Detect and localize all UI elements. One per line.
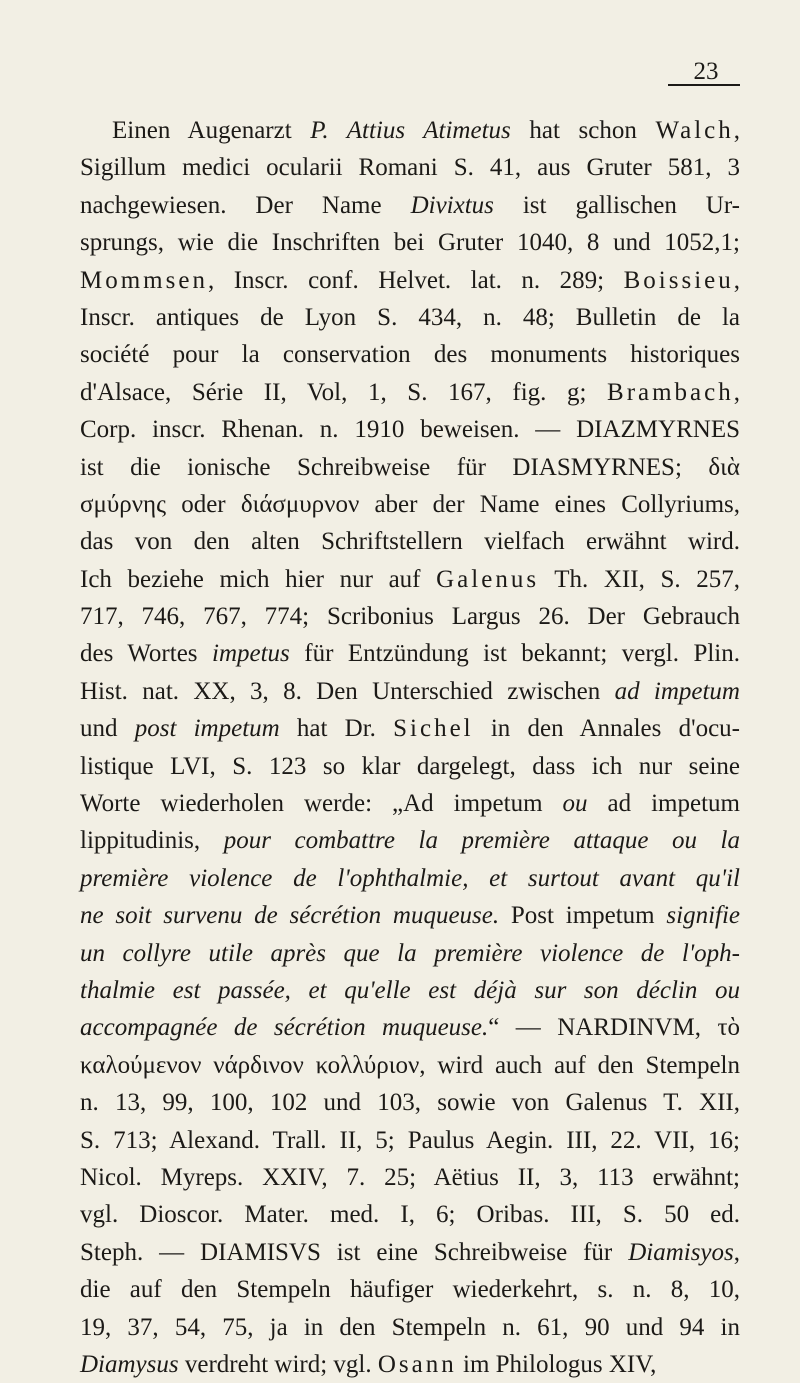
italic-run: Diamisyos [628, 1238, 734, 1266]
text-line [80, 486, 740, 523]
text-run: société pour la conservation des monuments historiques [80, 341, 740, 369]
text-run: ist die ionische Schreibweise für DIASMYRNES; διὰ [80, 453, 740, 481]
text-run: für Entzündung ist bekannt; vergl. Plin. [289, 640, 740, 668]
text-run: S. 713; Alexand. Trall. II, 5; Paulus Aegin. III, 22. VII, 16; [80, 1126, 740, 1154]
text-line [80, 149, 740, 186]
text-run: d'Alsace, Série II, Vol, 1, S. 167, fig. g; [80, 378, 608, 406]
text-run: das von den alten Schriftstellern vielfach erwähnt wird. [80, 528, 740, 556]
text-line [80, 1084, 740, 1121]
text-line [80, 710, 740, 747]
italic-run: pour combattre la première attaque ou la [223, 827, 740, 855]
italic-run: accompagnée de sécrétion muqueuse. [80, 1014, 489, 1042]
text-run: 717, 746, 767, 774; Scribonius Largus 26. Der Gebrauch [80, 603, 740, 631]
text-line [80, 1234, 740, 1271]
italic-run: Diamysus [80, 1350, 179, 1378]
text-line [80, 598, 740, 635]
text-run: Nicol. Myreps. XXIV, 7. 25; Aëtius II, 3, 113 erwähnt; [80, 1163, 740, 1191]
spaced-name: Walch [655, 117, 734, 144]
italic-run: ad impetum [614, 677, 740, 705]
text-run: “ — NARDINVM, τὸ [488, 1014, 740, 1042]
italic-run: ne soit survenu de sécrétion muqueuse. [80, 902, 500, 930]
text-run: hat schon [510, 117, 656, 144]
text-run: , [733, 117, 740, 144]
italic-run: P. Attius Atimetus [310, 117, 511, 144]
text-line [80, 112, 740, 149]
text-run: καλούμενον νάρδινον κολλύριον, wird auch auf den Stempeln [80, 1051, 740, 1079]
text-run: Inscr. antiques de Lyon S. 434, n. 48; Bulletin de la [80, 303, 740, 331]
text-run: vgl. Dioscor. Mater. med. I, 6; Oribas. III, S. 50 ed. [80, 1201, 740, 1229]
text-line [80, 1122, 740, 1159]
text-line [80, 449, 740, 486]
text-line [80, 224, 740, 261]
text-line [80, 1346, 740, 1383]
text-run: Ich beziehe mich hier nur auf [80, 565, 437, 593]
text-run: hat Dr. [279, 715, 394, 743]
text-run: und [80, 715, 135, 743]
text-run: Einen Augenarzt [112, 117, 311, 144]
spaced-name: Galenus [436, 565, 540, 593]
text-line [80, 1047, 740, 1084]
text-line [80, 1009, 740, 1046]
text-line [80, 523, 740, 560]
page-number: 23 [693, 58, 719, 85]
text-line [80, 673, 740, 710]
text-run: Corp. inscr. Rhenan. n. 1910 beweisen. — DIAZMYRNES [80, 416, 740, 444]
text-line [80, 748, 740, 785]
spaced-name: Mommsen [80, 266, 208, 294]
text-line [80, 935, 740, 972]
italic-run: première violence de l'ophthalmie, et surtout avant qu'il [80, 864, 740, 892]
text-run: Post impetum [499, 902, 667, 930]
text-run: Sigillum medici ocularii Romani S. 41, aus Gruter 581, 3 [80, 154, 740, 182]
text-run: verdreht wird; vgl. [178, 1350, 378, 1378]
text-run: in den Annales d'ocu- [473, 715, 740, 743]
text-run: Th. XII, S. 257, [539, 565, 740, 593]
text-line [80, 411, 740, 448]
page-number-rule [668, 84, 740, 86]
italic-run: post impetum [134, 715, 280, 743]
text-run: 19, 37, 54, 75, ja in den Stempeln n. 61, 90 und 94 in [80, 1313, 740, 1341]
text-line [80, 1271, 740, 1308]
text-run: n. 13, 99, 100, 102 und 103, sowie von Galenus T. XII, [80, 1089, 740, 1117]
text-run: , [733, 378, 740, 406]
italic-run: Divixtus [410, 191, 494, 219]
text-line [80, 972, 740, 1009]
spaced-name: Boissieu [623, 266, 734, 294]
italic-run: thalmie est passée, et qu'elle est déjà sur son déclin ou [80, 976, 740, 1004]
italic-run: un collyre utile après que la première violence de l'oph- [80, 939, 740, 967]
text-run: Hist. nat. XX, 3, 8. Den Unterschied zwischen [80, 677, 615, 705]
italic-run: impetus [212, 640, 290, 668]
text-run: lippitudinis, [80, 827, 224, 855]
text-line [80, 187, 740, 224]
text-line [80, 860, 740, 897]
text-run: , [733, 1238, 740, 1266]
text-run: σμύρνης oder διάσμυρνον aber der Name eines Collyriums, [80, 490, 740, 518]
text-line [80, 822, 740, 859]
text-line [80, 1159, 740, 1196]
text-run: Steph. — DIAMISVS ist eine Schreibweise für [80, 1238, 629, 1266]
text-run: ist gallischen Ur- [493, 191, 740, 219]
spaced-name: Osann [377, 1350, 457, 1378]
text-line [80, 561, 740, 598]
body-text [80, 112, 740, 1383]
text-line [80, 374, 740, 411]
text-line [80, 262, 740, 299]
text-run: nachgewiesen. Der Name [80, 191, 411, 219]
spaced-name: Brambach [607, 378, 734, 406]
text-run: , Inscr. conf. Helvet. lat. n. 289; [207, 266, 624, 294]
text-line [80, 1309, 740, 1346]
text-line [80, 299, 740, 336]
text-run: listique LVI, S. 123 so klar dargelegt, dass ich nur seine [80, 752, 740, 780]
text-run: ad impetum [587, 790, 740, 818]
text-line [80, 336, 740, 373]
text-run: Worte wiederholen werde: „Ad impetum [80, 790, 563, 818]
text-line [80, 1196, 740, 1233]
text-run: des Wortes [80, 640, 213, 668]
text-line [80, 897, 740, 934]
text-run: die auf den Stempeln häufiger wiederkehrt, s. n. 8, 10, [80, 1276, 740, 1304]
text-line [80, 635, 740, 672]
text-run: sprungs, wie die Inschriften bei Gruter 1040, 8 und 1052,1; [80, 229, 740, 257]
italic-run: ou [562, 790, 588, 818]
italic-run: signifie [666, 902, 740, 930]
text-line [80, 785, 740, 822]
text-run: im Philologus XIV, [456, 1350, 657, 1378]
spaced-name: Sichel [393, 715, 474, 743]
text-run: , [733, 266, 740, 294]
